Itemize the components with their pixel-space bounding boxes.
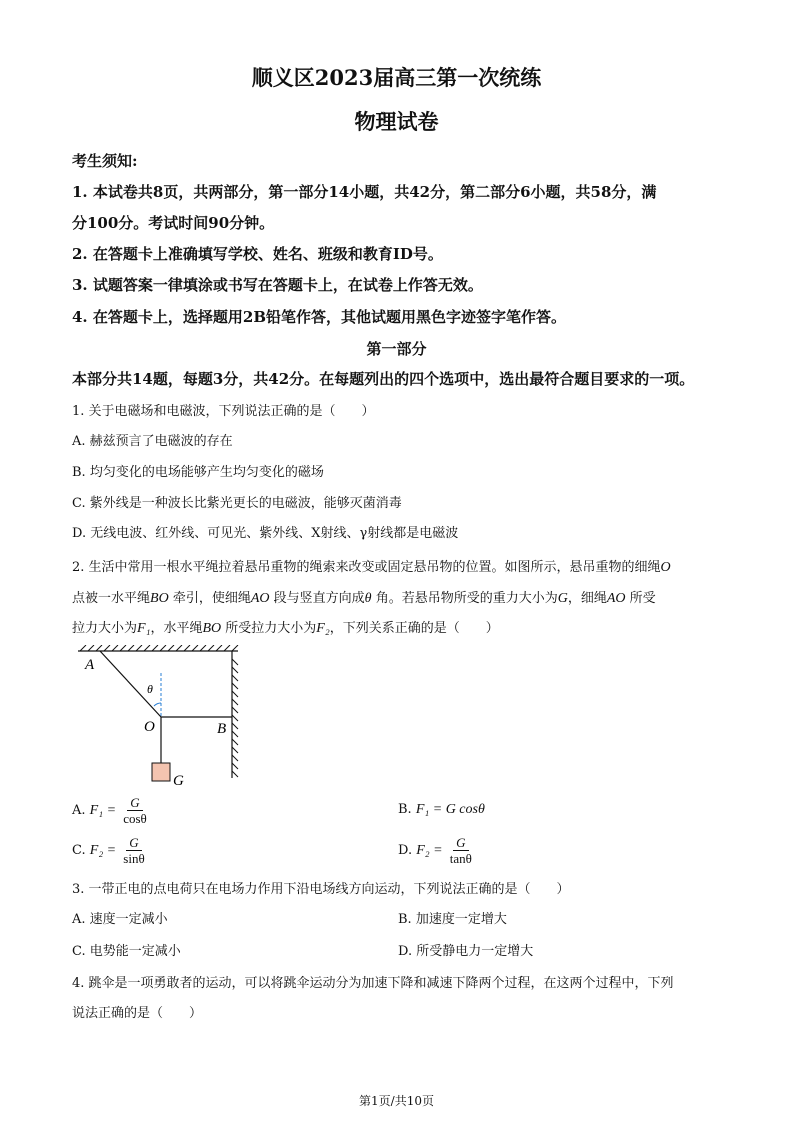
q3-option-a: A. 速度一定减小 [72,912,168,927]
q2-figure [70,645,250,790]
option-lhs: F₂ = [89,843,117,858]
denominator: tanθ [449,851,472,866]
q2-var: AO [606,591,626,606]
q2-text: 拉力大小为 [72,621,138,636]
part1-heading: 第一部分 [366,340,427,358]
fraction [120,795,150,826]
q1-option-d: D. 无线电波、红外线、可见光、紫外线、X射线、γ射线都是电磁波 [72,526,459,541]
q2-text: 角。若悬吊物所受的重力大小为 [375,591,558,606]
q1-option-a: A. 赫兹预言了电磁波的存在 [72,434,233,449]
label-a: A [85,657,95,673]
q2-var: AO [250,591,270,606]
fraction [447,835,475,866]
notice-item-3: 3. 试题答案一律填涂或书写在答题卡上，在试卷上作答无效。 [72,276,483,294]
q3-option-c: C. 电势能一定减小 [72,944,181,959]
q2-option-b [398,802,485,818]
q2-text: ，细绳 [567,591,607,606]
numerator: G [126,835,141,851]
label-g: G [173,773,184,789]
q1-option-c: C. 紫外线是一种波长比紫光更长的电磁波，能够灭菌消毒 [72,496,402,511]
q2-text: ，水平绳 [150,621,203,636]
q2-text: 所受拉力大小为 [225,621,317,636]
wall-hatch [232,659,238,777]
q3-option-b: B. 加速度一定增大 [398,912,507,927]
option-lhs: F₂ = [416,843,443,858]
q2-text: 所受 [629,591,656,606]
q2-text: 段与竖直方向成 [273,591,365,606]
q3-stem: 3. 一带正电的点电荷只在电场力作用下沿电场线方向运动，下列说法正确的是（ ） [72,882,570,897]
q2-var: F₂ [316,621,330,636]
q2-var: O [660,560,671,575]
q2-option-d [398,835,475,866]
option-letter: A. [72,803,86,818]
q2-text: ，下列关系正确的是（ ） [329,621,499,636]
q1-stem: 1. 关于电磁场和电磁波，下列说法正确的是（ ） [72,404,375,419]
q3-option-d: D. 所受静电力一定增大 [398,944,534,959]
denominator: cosθ [123,811,147,826]
option-letter: D. [398,843,413,858]
q2-line-2 [72,587,656,607]
q2-line-3 [72,617,499,637]
label-theta: θ [147,682,153,696]
weight-block [152,763,170,781]
q2-option-c [72,835,148,866]
part1-intro: 本部分共14题，每题3分，共42分。在每题列出的四个选项中，选出最符合题目要求的一项。 [72,370,695,388]
fraction [120,835,147,866]
notice-item-1: 1. 本试卷共8页，共两部分，第一部分14小题，共42分，第二部分6小题，共58分，满 [72,183,657,201]
denominator: sinθ [123,851,145,866]
option-lhs: F₁ = [89,803,117,818]
option-expr: F₁ = G cosθ [415,802,485,817]
notice-item-2: 2. 在答题卡上准确填写学校、姓名、班级和教育ID号。 [72,245,443,263]
q2-var: θ [364,591,372,606]
exam-subtitle: 物理试卷 [354,109,439,134]
q2-var: F₁ [137,621,151,636]
label-o: O [144,719,155,735]
q4-line-1: 4. 跳伞是一项勇敢者的运动，可以将跳伞运动分为加速下降和减速下降两个过程，在这两个过程中，下列 [72,976,674,991]
q2-text: 点被一水平绳 [72,591,151,606]
q2-var: BO [202,621,222,636]
notice-item-1-cont: 分100分。考试时间90分钟。 [72,214,275,232]
q1-option-b: B. 均匀变化的电场能够产生均匀变化的磁场 [72,465,324,480]
exam-title: 顺义区2023届高三第一次统练 [251,65,542,90]
q4-line-2: 说法正确的是（ ） [72,1006,203,1021]
label-b: B [217,721,227,737]
numerator: G [453,835,468,851]
q2-text: 2. 生活中常用一根水平绳拉着悬吊重物的绳索来改变或固定悬吊物的位置。如图所示，悬吊重物的细绳 [72,560,661,575]
angle-arc [154,703,161,706]
option-letter: B. [398,802,412,817]
q2-text: 牵引，使细绳 [172,591,251,606]
q2-var: G [557,591,568,606]
q2-var: BO [150,591,169,606]
q2-option-a [72,795,150,826]
ceiling-hatch [80,645,238,651]
q2-line-1 [72,556,671,576]
option-letter: C. [72,843,86,858]
numerator: G [127,795,142,811]
page-footer: 第1页/共10页 [359,1094,434,1108]
notice-heading: 考生须知: [72,152,138,170]
notice-item-4: 4. 在答题卡上，选择题用2B铅笔作答，其他试题用黑色字迹签字笔作答。 [72,308,566,326]
